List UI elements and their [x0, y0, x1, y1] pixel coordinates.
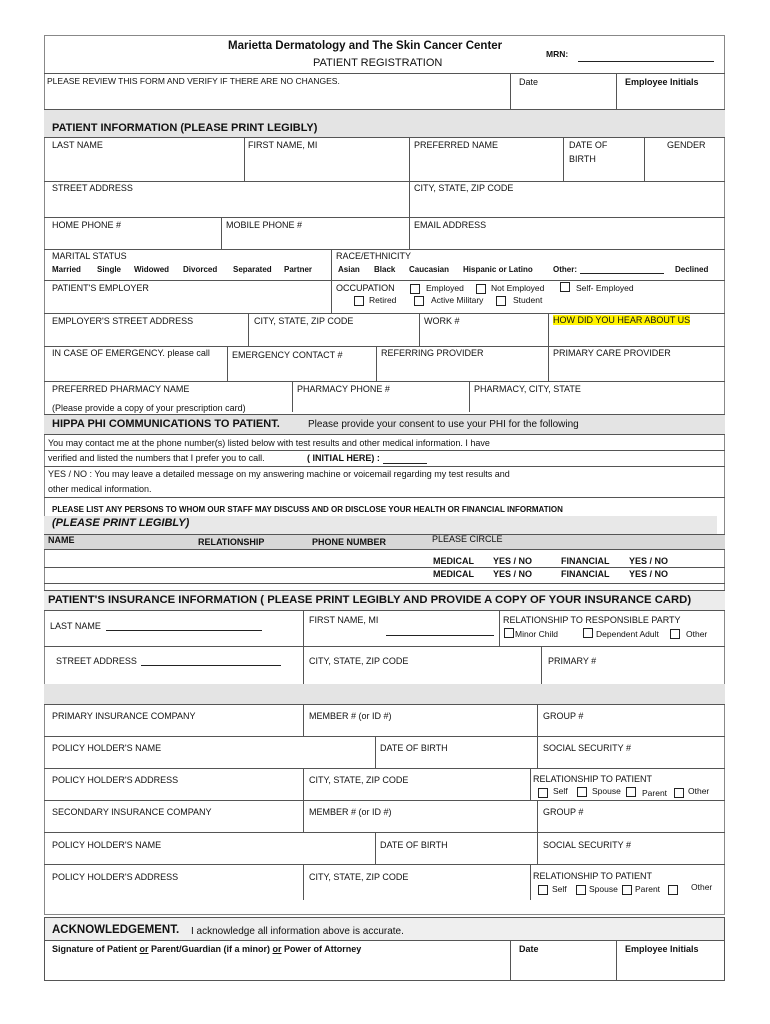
- hipaa-voicemail-line2: other medical information.: [48, 484, 152, 494]
- signature-field[interactable]: [46, 957, 506, 979]
- rel-patient-label: RELATIONSHIP TO PATIENT: [533, 774, 653, 784]
- parent-label: Parent: [642, 788, 668, 798]
- employed-label: Employed: [426, 283, 464, 293]
- pharmacy-city-label: PHARMACY, CITY, STATE: [474, 384, 581, 394]
- primary-holder-name-label: POLICY HOLDER'S NAME: [52, 743, 162, 753]
- primary-member-label: MEMBER # (or ID #): [309, 711, 392, 721]
- employee-initials-field[interactable]: [617, 90, 724, 108]
- pharmacy-phone-label: PHARMACY PHONE #: [297, 384, 390, 394]
- ins-city-label: CITY, STATE, ZIP CODE: [309, 656, 409, 666]
- secondary-holder-dob-label: DATE OF BIRTH: [380, 840, 448, 850]
- signature-label: Signature of Patient or Parent/Guardian (if a minor) or Power of Attorney: [52, 944, 362, 954]
- practice-title: Marietta Dermatology and The Skin Cancer Center: [228, 40, 503, 52]
- ack-date-field[interactable]: [512, 957, 614, 979]
- hipaa-consent-line2: verified and listed the numbers that I prefer you to call.: [48, 453, 265, 463]
- patient-info-heading: PATIENT INFORMATION (PLEASE PRINT LEGIBLY): [52, 122, 318, 134]
- race-option[interactable]: Caucasian: [409, 265, 450, 274]
- city-state-zip-label: CITY, STATE, ZIP CODE: [414, 183, 514, 193]
- hipaa-voicemail-line1: YES / NO : You may leave a detailed message on my answering machine or voicemail regarding my test results and: [48, 469, 510, 479]
- rel-responsible-label: RELATIONSHIP TO RESPONSIBLE PARTY: [503, 615, 681, 625]
- primary-group-label: GROUP #: [543, 711, 584, 721]
- retired-label: Retired: [369, 295, 397, 305]
- employer-city-label: CITY, STATE, ZIP CODE: [254, 316, 354, 326]
- employee-initials-label: Employee Initials: [625, 77, 699, 87]
- race-other-field[interactable]: [580, 273, 664, 274]
- student-label: Student: [513, 295, 543, 305]
- primary-care-label: PRIMARY CARE PROVIDER: [553, 348, 671, 358]
- self-employed-label: Self- Employed: [576, 283, 634, 293]
- employer-label: PATIENT'S EMPLOYER: [52, 283, 149, 293]
- retired-checkbox[interactable]: [354, 296, 364, 306]
- secondary-holder-ssn-label: SOCIAL SECURITY #: [543, 840, 632, 850]
- review-note: PLEASE REVIEW THIS FORM AND VERIFY IF THERE ARE NO CHANGES.: [47, 76, 340, 86]
- marital-option[interactable]: Partner: [284, 265, 313, 274]
- preferred-name-label: PREFERRED NAME: [414, 140, 499, 150]
- military-checkbox[interactable]: [414, 296, 424, 306]
- not-employed-checkbox[interactable]: [476, 284, 486, 294]
- street-address-label: STREET ADDRESS: [52, 183, 133, 193]
- occupation-label: OCCUPATION: [336, 283, 395, 293]
- secondary-company-label: SECONDARY INSURANCE COMPANY: [52, 807, 212, 817]
- mobile-phone-label: MOBILE PHONE #: [226, 220, 303, 230]
- student-checkbox[interactable]: [496, 296, 506, 306]
- race-option[interactable]: Asian: [338, 265, 360, 274]
- minor-child-label: Minor Child: [515, 629, 558, 639]
- primary-holder-dob-label: DATE OF BIRTH: [380, 743, 448, 753]
- employer-street-label: EMPLOYER'S STREET ADDRESS: [52, 316, 194, 326]
- initial-here-field[interactable]: [383, 463, 427, 464]
- medical-label: MEDICAL: [433, 569, 474, 579]
- financial-yes-no[interactable]: YES / NO: [629, 556, 669, 566]
- ins-last-name-field[interactable]: [106, 630, 262, 631]
- marital-option[interactable]: Divorced: [183, 265, 218, 274]
- spouse-checkbox[interactable]: [577, 787, 587, 797]
- not-employed-label: Not Employed: [491, 283, 545, 293]
- work-phone-label: WORK #: [424, 316, 460, 326]
- primary-holder-ssn-label: SOCIAL SECURITY #: [543, 743, 632, 753]
- rel-other-checkbox[interactable]: [670, 629, 680, 639]
- ins-last-name-label: LAST NAME: [50, 621, 101, 631]
- self-checkbox[interactable]: [538, 788, 548, 798]
- ack-date-label: Date: [519, 944, 539, 954]
- other-label: Other: [691, 882, 713, 892]
- secondary-holder-address-label: POLICY HOLDER'S ADDRESS: [52, 872, 179, 882]
- date-label: Date: [519, 77, 539, 87]
- ins-primary-num-label: PRIMARY #: [548, 656, 597, 666]
- rel-patient-label: RELATIONSHIP TO PATIENT: [533, 871, 653, 881]
- secondary-member-label: MEMBER # (or ID #): [309, 807, 392, 817]
- persons-heading: PLEASE LIST ANY PERSONS TO WHOM OUR STAFF MAY DISCUSS AND OR DISCLOSE YOUR HEALTH OR FINANCIAL INFORMATION: [52, 505, 563, 514]
- ins-street-label: STREET ADDRESS: [56, 656, 137, 666]
- ins-first-name-field[interactable]: [386, 635, 494, 636]
- medical-label: MEDICAL: [433, 556, 474, 566]
- first-name-label: FIRST NAME, MI: [248, 140, 318, 150]
- race-option[interactable]: Black: [374, 265, 396, 274]
- self-label: Self: [553, 786, 568, 796]
- mrn-field[interactable]: [578, 61, 714, 62]
- col-name: NAME: [48, 535, 75, 545]
- ack-initials-field[interactable]: [618, 957, 723, 979]
- minor-child-checkbox[interactable]: [504, 628, 514, 638]
- secondary-group-label: GROUP #: [543, 807, 584, 817]
- ins-first-name-label: FIRST NAME, MI: [309, 615, 379, 625]
- spouse-label: Spouse: [592, 786, 621, 796]
- secondary-holder-city-label: CITY, STATE, ZIP CODE: [309, 872, 409, 882]
- gender-label: GENDER: [667, 140, 706, 150]
- rel-other-label: Other: [686, 629, 708, 639]
- other-checkbox[interactable]: [674, 788, 684, 798]
- ack-heading: ACKNOWLEDGEMENT.: [52, 924, 180, 936]
- other-label: Other: [688, 786, 710, 796]
- other-checkbox[interactable]: [668, 885, 678, 895]
- primary-holder-address-label: POLICY HOLDER'S ADDRESS: [52, 775, 179, 785]
- parent-checkbox[interactable]: [626, 787, 636, 797]
- financial-yes-no[interactable]: YES / NO: [629, 569, 669, 579]
- insurance-heading: PATIENT'S INSURANCE INFORMATION ( PLEASE PRINT LEGIBLY AND PROVIDE A COPY OF YOUR INSURANCE CARD): [48, 594, 692, 606]
- hipaa-heading-rest: Please provide your consent to use your PHI for the following: [308, 419, 579, 430]
- pharmacy-name-label: PREFERRED PHARMACY NAME: [52, 384, 190, 394]
- ack-initials-label: Employee Initials: [625, 944, 699, 954]
- marital-status-label: MARITAL STATUS: [52, 251, 127, 261]
- how-did-you-hear-label: HOW DID YOU HEAR ABOUT US: [553, 315, 691, 325]
- medical-yes-no[interactable]: YES / NO: [493, 556, 533, 566]
- emergency-label: IN CASE OF EMERGENCY. please call: [52, 348, 210, 358]
- col-please-circle: PLEASE CIRCLE: [432, 534, 503, 544]
- race-other-label: Other:: [553, 265, 577, 274]
- persons-print-legibly: (PLEASE PRINT LEGIBLY): [52, 517, 190, 529]
- referring-provider-label: REFERRING PROVIDER: [381, 348, 484, 358]
- col-phone: PHONE NUMBER: [312, 537, 387, 547]
- pharmacy-card-note: (Please provide a copy of your prescription card): [52, 403, 246, 413]
- parent-label: Parent: [635, 884, 661, 894]
- military-label: Active Military: [431, 295, 484, 305]
- dependent-adult-label: Dependent Adult: [596, 629, 659, 639]
- marital-option[interactable]: Separated: [233, 265, 272, 274]
- marital-option[interactable]: Married: [52, 265, 81, 274]
- hipaa-consent-line1: You may contact me at the phone number(s) listed below with test results and other medical information. I have: [48, 438, 490, 448]
- financial-label: FINANCIAL: [561, 556, 610, 566]
- self-label: Self: [552, 884, 567, 894]
- primary-company-label: PRIMARY INSURANCE COMPANY: [52, 711, 196, 721]
- marital-option[interactable]: Widowed: [134, 265, 170, 274]
- spouse-label: Spouse: [589, 884, 618, 894]
- last-name-label: LAST NAME: [52, 140, 103, 150]
- employed-checkbox[interactable]: [410, 284, 420, 294]
- home-phone-label: HOME PHONE #: [52, 220, 122, 230]
- self-employed-checkbox[interactable]: [560, 282, 570, 292]
- col-relationship: RELATIONSHIP: [198, 537, 265, 547]
- financial-label: FINANCIAL: [561, 569, 610, 579]
- self-checkbox[interactable]: [538, 885, 548, 895]
- dependent-adult-checkbox[interactable]: [583, 628, 593, 638]
- hipaa-heading: HIPPA PHI COMMUNICATIONS TO PATIENT.: [52, 418, 280, 430]
- ins-street-field[interactable]: [141, 665, 281, 666]
- ack-text: I acknowledge all information above is accurate.: [191, 926, 404, 937]
- dob-label-1: DATE OF: [569, 140, 608, 150]
- email-label: EMAIL ADDRESS: [414, 220, 487, 230]
- parent-checkbox[interactable]: [622, 885, 632, 895]
- race-label: RACE/ETHNICITY: [336, 251, 412, 261]
- dob-label-2: BIRTH: [569, 154, 596, 164]
- race-declined-option[interactable]: Declined: [675, 265, 709, 274]
- race-option[interactable]: Hispanic or Latino: [463, 265, 533, 274]
- medical-yes-no[interactable]: YES / NO: [493, 569, 533, 579]
- marital-option[interactable]: Single: [97, 265, 122, 274]
- date-field[interactable]: [511, 90, 615, 108]
- form-subtitle: PATIENT REGISTRATION: [313, 57, 443, 69]
- secondary-holder-name-label: POLICY HOLDER'S NAME: [52, 840, 162, 850]
- mrn-label: MRN:: [546, 49, 569, 59]
- emergency-contact-label: EMERGENCY CONTACT #: [232, 350, 343, 360]
- spouse-checkbox[interactable]: [576, 885, 586, 895]
- initial-here-label: ( INITIAL HERE) :: [307, 453, 380, 463]
- primary-holder-city-label: CITY, STATE, ZIP CODE: [309, 775, 409, 785]
